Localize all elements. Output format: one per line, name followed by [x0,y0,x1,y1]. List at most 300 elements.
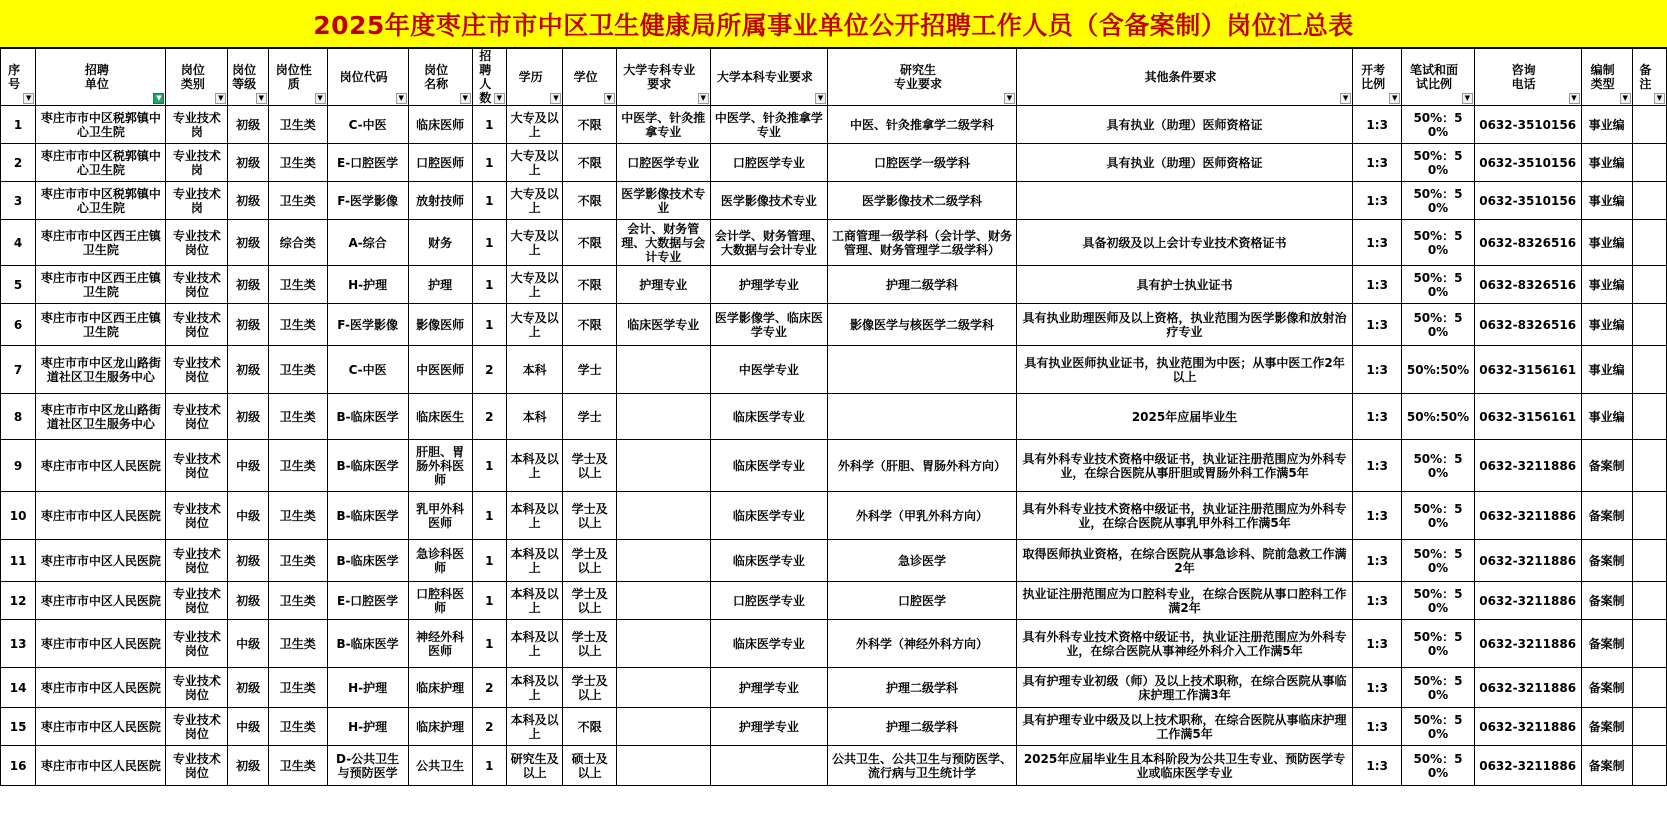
table-cell: 7 [1,346,36,394]
table-cell: 专业技术岗位 [166,266,228,304]
table-cell: 专业技术岗位 [166,346,228,394]
column-header-label: 开考 比例 [1361,63,1386,91]
table-cell: H-护理 [327,708,408,746]
table-cell: 50%：50% [1402,266,1475,304]
table-cell: 0632-3510156 [1474,144,1581,182]
table-cell: 专业技术岗位 [166,540,228,582]
table-cell: 工商管理一级学科（会计学、财务管理、财务管理学二级学科） [828,220,1017,266]
table-cell: 专业技术岗 [166,144,228,182]
table-cell: 16 [1,746,36,786]
table-cell: 枣庄市市中区人民医院 [36,540,166,582]
table-cell: 初级 [228,144,269,182]
table-cell: 临床医学专业 [710,440,827,492]
table-cell: 不限 [563,304,616,346]
column-header-label: 笔试和面 试比例 [1409,63,1458,91]
table-cell: 1:3 [1353,106,1402,144]
table-cell: 1:3 [1353,440,1402,492]
table-cell [1632,540,1666,582]
table-cell: 外科学（肝胆、胃肠外科方向） [828,440,1017,492]
table-cell: 财务 [408,220,472,266]
table-cell: 专业技术岗位 [166,492,228,540]
table-cell: 1:3 [1353,394,1402,440]
filter-dropdown-icon[interactable]: ▼ [460,93,471,104]
column-header-label: 岗位 名称 [424,63,449,91]
table-cell: 1:3 [1353,304,1402,346]
table-cell: 会计、财务管理、大数据与会计专业 [616,220,710,266]
table-cell: 50%：50% [1402,304,1475,346]
column-header-label: 学历 [518,70,543,84]
filter-dropdown-icon[interactable]: ▼ [315,93,326,104]
table-cell: 大专及以上 [506,304,563,346]
table-cell: 1:3 [1353,708,1402,746]
table-cell: 卫生类 [268,582,327,620]
table-cell: 临床医学专业 [710,492,827,540]
table-cell [616,746,710,786]
table-cell: 备案制 [1581,746,1632,786]
table-cell: 1:3 [1353,220,1402,266]
table-cell: 1:3 [1353,182,1402,220]
table-cell: 护理学专业 [710,668,827,708]
table-cell: 硕士及以上 [563,746,616,786]
table-cell: 专业技术岗位 [166,220,228,266]
table-cell: 1 [472,220,506,266]
filter-dropdown-icon[interactable]: ▼ [1340,93,1351,104]
table-cell: 14 [1,668,36,708]
table-cell: 0632-8326516 [1474,266,1581,304]
table-cell: 2 [472,346,506,394]
table-cell: 学士及以上 [563,582,616,620]
table-cell: 卫生类 [268,620,327,668]
header-row [1,49,1667,106]
table-cell: 外科学（神经外科方向） [828,620,1017,668]
filter-dropdown-icon[interactable]: ▼ [1462,93,1473,104]
table-cell: B-临床医学 [327,620,408,668]
table-cell: 枣庄市市中区龙山路街道社区卫生服务中心 [36,346,166,394]
table-cell: 0632-3211886 [1474,668,1581,708]
table-cell: 肝胆、胃肠外科医师 [408,440,472,492]
table-cell: 卫生类 [268,668,327,708]
table-row [1,620,1667,668]
table-cell: 1:3 [1353,746,1402,786]
table-cell: 9 [1,440,36,492]
table-cell: E-口腔医学 [327,582,408,620]
table-cell: 初级 [228,540,269,582]
table-cell: 不限 [563,708,616,746]
table-cell: 口腔医师 [408,144,472,182]
recruitment-table [0,48,1667,786]
table-row [1,394,1667,440]
table-cell: 临床医学专业 [710,540,827,582]
table-cell: 学士 [563,346,616,394]
table-cell: 护理专业 [616,266,710,304]
table-cell: 备案制 [1581,708,1632,746]
table-row [1,220,1667,266]
table-cell: 专业技术岗位 [166,440,228,492]
table-cell: E-口腔医学 [327,144,408,182]
column-header-label: 招聘 人数 [479,49,492,105]
table-cell: 中医学、针灸推拿学专业 [710,106,827,144]
table-cell: 1:3 [1353,266,1402,304]
table-cell: 执业证注册范围应为口腔科专业，在综合医院从事口腔科工作满2年 [1016,582,1352,620]
table-cell: C-中医 [327,106,408,144]
table-cell: 本科 [506,394,563,440]
table-cell: 学士及以上 [563,440,616,492]
table-cell: 初级 [228,394,269,440]
table-cell: 0632-8326516 [1474,304,1581,346]
table-cell: 11 [1,540,36,582]
table-cell: 枣庄市市中区人民医院 [36,668,166,708]
table-cell: 2 [472,708,506,746]
table-cell: D-公共卫生与预防医学 [327,746,408,786]
table-cell: 0632-3211886 [1474,440,1581,492]
table-cell: 临床医师 [408,106,472,144]
table-cell: 口腔医学专业 [616,144,710,182]
table-cell: 本科及以上 [506,492,563,540]
table-cell: 1 [472,304,506,346]
table-cell: 医学影像技术专业 [710,182,827,220]
table-cell: 急诊医学 [828,540,1017,582]
table-cell: 学士及以上 [563,620,616,668]
table-cell: 学士及以上 [563,668,616,708]
table-row [1,144,1667,182]
table-cell: 临床护理 [408,668,472,708]
table-cell [1632,346,1666,394]
column-header-19 [1632,49,1666,106]
table-cell: 临床护理 [408,708,472,746]
table-cell [1632,144,1666,182]
filter-active-icon[interactable]: ▼ [153,93,164,104]
table-cell [1632,304,1666,346]
table-cell: 枣庄市市中区税郭镇中心卫生院 [36,144,166,182]
table-cell: 不限 [563,220,616,266]
table-cell: 2025年应届毕业生 [1016,394,1352,440]
table-cell: 具备初级及以上会计专业技术资格证书 [1016,220,1352,266]
table-cell [1632,582,1666,620]
table-cell: 口腔医学一级学科 [828,144,1017,182]
filter-dropdown-icon[interactable]: ▼ [1004,93,1015,104]
table-cell [616,346,710,394]
column-header-14 [1016,49,1352,106]
table-cell: 专业技术岗位 [166,708,228,746]
table-cell [1632,182,1666,220]
table-cell: 0632-3211886 [1474,620,1581,668]
table-cell: 1 [472,182,506,220]
table-cell: 50%：50% [1402,106,1475,144]
table-cell: 0632-3211886 [1474,708,1581,746]
table-cell: 影像医学与核医学二级学科 [828,304,1017,346]
table-cell [1632,492,1666,540]
table-cell: 50%：50% [1402,492,1475,540]
column-header-5 [268,49,327,106]
column-header-2 [36,49,166,106]
table-cell: 10 [1,492,36,540]
filter-dropdown-icon[interactable]: ▼ [815,93,826,104]
filter-dropdown-icon[interactable]: ▼ [23,93,34,104]
table-cell: 中医学、针灸推拿专业 [616,106,710,144]
table-cell: 会计学、财务管理、大数据与会计专业 [710,220,827,266]
table-cell: 中级 [228,708,269,746]
table-cell: 事业编 [1581,220,1632,266]
table-cell: 枣庄市市中区税郭镇中心卫生院 [36,106,166,144]
table-row [1,304,1667,346]
table-cell: 初级 [228,668,269,708]
table-cell: 1 [1,106,36,144]
table-cell: 不限 [563,106,616,144]
filter-dropdown-icon[interactable]: ▼ [698,93,709,104]
table-cell: 口腔医学专业 [710,144,827,182]
table-cell: 1 [472,620,506,668]
table-cell: 1 [472,106,506,144]
table-cell: 卫生类 [268,708,327,746]
column-header-17 [1474,49,1581,106]
table-cell [1632,746,1666,786]
table-cell: 护理 [408,266,472,304]
table-cell: 枣庄市市中区人民医院 [36,620,166,668]
filter-dropdown-icon[interactable]: ▼ [550,93,561,104]
table-cell: 2 [1,144,36,182]
table-cell: 具有护理专业初级（师）及以上技术职称，在综合医院从事临床护理工作满3年 [1016,668,1352,708]
table-cell: 临床医学专业 [616,304,710,346]
column-header-11 [616,49,710,106]
filter-dropdown-icon[interactable]: ▼ [1654,93,1665,104]
table-row [1,492,1667,540]
table-cell: 备案制 [1581,540,1632,582]
table-cell: 枣庄市市中区人民医院 [36,708,166,746]
table-cell: 15 [1,708,36,746]
table-cell: 13 [1,620,36,668]
table-cell: 初级 [228,106,269,144]
table-cell: B-临床医学 [327,394,408,440]
column-header-label: 大学本科专业要求 [716,70,813,84]
column-header-10 [563,49,616,106]
filter-dropdown-icon[interactable]: ▼ [1620,93,1631,104]
column-header-6 [327,49,408,106]
table-cell: 中级 [228,492,269,540]
table-cell: 初级 [228,266,269,304]
table-cell: 卫生类 [268,106,327,144]
table-cell: 专业技术岗位 [166,304,228,346]
table-cell: 急诊科医师 [408,540,472,582]
table-cell [1632,220,1666,266]
table-cell: 50%：50% [1402,668,1475,708]
table-cell [1632,620,1666,668]
table-cell [710,746,827,786]
column-header-12 [710,49,827,106]
table-cell: 枣庄市市中区人民医院 [36,492,166,540]
table-cell: 具有外科专业技术资格中级证书，执业证注册范围应为外科专业，在综合医院从事乳甲外科工作满5年 [1016,492,1352,540]
table-row [1,440,1667,492]
table-body [1,106,1667,786]
table-cell: 护理二级学科 [828,708,1017,746]
column-header-label: 咨询 电话 [1511,63,1536,91]
table-cell: 初级 [228,582,269,620]
table-cell: 1:3 [1353,492,1402,540]
table-cell: 大专及以上 [506,182,563,220]
table-cell [616,394,710,440]
table-cell: 大专及以上 [506,144,563,182]
table-cell: 学士及以上 [563,540,616,582]
table-cell: 公共卫生、公共卫生与预防医学、流行病与卫生统计学 [828,746,1017,786]
table-cell [616,620,710,668]
table-cell: 事业编 [1581,394,1632,440]
table-cell: 事业编 [1581,144,1632,182]
table-cell: 综合类 [268,220,327,266]
table-cell: 中医学专业 [710,346,827,394]
table-cell: 放射技师 [408,182,472,220]
table-cell: 具有护士执业证书 [1016,266,1352,304]
table-cell: B-临床医学 [327,440,408,492]
column-header-16 [1402,49,1475,106]
column-header-label: 岗位 类别 [180,63,205,91]
column-header-1 [1,49,36,106]
table-cell: 0632-8326516 [1474,220,1581,266]
table-cell: 枣庄市市中区税郭镇中心卫生院 [36,182,166,220]
table-cell: 备案制 [1581,492,1632,540]
table-cell [1632,708,1666,746]
table-cell: 卫生类 [268,746,327,786]
table-cell: 专业技术岗位 [166,668,228,708]
column-header-3 [166,49,228,106]
table-cell [1632,266,1666,304]
table-cell: 卫生类 [268,440,327,492]
column-header-label: 招聘 单位 [84,63,109,91]
table-cell: 临床医学专业 [710,620,827,668]
table-cell: 中医、针灸推拿学二级学科 [828,106,1017,144]
table-cell: 初级 [228,182,269,220]
column-header-9 [506,49,563,106]
table-cell: F-医学影像 [327,304,408,346]
table-cell: 50%：50% [1402,582,1475,620]
filter-dropdown-icon[interactable]: ▼ [256,93,267,104]
table-cell: A-综合 [327,220,408,266]
column-header-15 [1353,49,1402,106]
table-cell [616,492,710,540]
column-header-label: 备注 [1639,63,1652,91]
table-cell: 0632-3156161 [1474,346,1581,394]
table-cell: H-护理 [327,266,408,304]
column-header-label: 岗位性 质 [275,63,312,91]
table-cell: 0632-3211886 [1474,492,1581,540]
table-cell: 神经外科医师 [408,620,472,668]
column-header-label: 学位 [573,70,598,84]
table-row [1,668,1667,708]
table-cell: 卫生类 [268,304,327,346]
table-cell: 1 [472,440,506,492]
table-cell: 备案制 [1581,620,1632,668]
table-cell: 50%：50% [1402,746,1475,786]
page-title: 2025年度枣庄市市中区卫生健康局所属事业单位公开招聘工作人员（含备案制）岗位汇总表 [0,0,1667,48]
table-cell: 1 [472,266,506,304]
table-cell: 医学影像技术二级学科 [828,182,1017,220]
table-cell: 1:3 [1353,540,1402,582]
table-cell: 卫生类 [268,394,327,440]
table-cell [1632,668,1666,708]
table-cell: 护理学专业 [710,708,827,746]
table-cell: 本科及以上 [506,668,563,708]
table-cell: 0632-3211886 [1474,746,1581,786]
table-cell: 大专及以上 [506,266,563,304]
filter-dropdown-icon[interactable]: ▼ [604,93,615,104]
column-header-label: 大学专科专业 要求 [623,63,696,91]
table-cell: 枣庄市市中区人民医院 [36,746,166,786]
table-cell: 1:3 [1353,582,1402,620]
table-cell: 卫生类 [268,182,327,220]
column-header-4 [228,49,269,106]
filter-dropdown-icon[interactable]: ▼ [494,93,505,104]
table-cell: 专业技术岗 [166,182,228,220]
table-cell: 初级 [228,746,269,786]
table-cell [616,582,710,620]
table-cell: 卫生类 [268,346,327,394]
table-cell: 初级 [228,346,269,394]
table-cell: 中医医师 [408,346,472,394]
filter-dropdown-icon[interactable]: ▼ [1389,93,1400,104]
filter-dropdown-icon[interactable]: ▼ [1569,93,1580,104]
table-cell: 备案制 [1581,582,1632,620]
table-cell: 本科及以上 [506,582,563,620]
table-cell: 具有执业医师执业证书，执业范围为中医；从事中医工作2年以上 [1016,346,1352,394]
table-cell: B-临床医学 [327,492,408,540]
table-cell: 医学影像技术专业 [616,182,710,220]
table-cell: 枣庄市市中区人民医院 [36,440,166,492]
table-cell: C-中医 [327,346,408,394]
table-cell: 0632-3510156 [1474,106,1581,144]
table-cell: 枣庄市市中区西王庄镇卫生院 [36,266,166,304]
table-cell: 初级 [228,220,269,266]
table-cell: 卫生类 [268,492,327,540]
table-cell: 1 [472,746,506,786]
table-row [1,540,1667,582]
table-cell: 专业技术岗 [166,106,228,144]
column-header-13 [828,49,1017,106]
table-cell: 本科及以上 [506,540,563,582]
table-cell: 不限 [563,182,616,220]
table-cell: 本科及以上 [506,708,563,746]
table-cell: 具有执业（助理）医师资格证 [1016,144,1352,182]
table-cell: 事业编 [1581,182,1632,220]
table-cell: 0632-3211886 [1474,540,1581,582]
table-cell: 事业编 [1581,266,1632,304]
table-cell [1632,440,1666,492]
table-cell: 50%：50% [1402,540,1475,582]
table-cell: 专业技术岗位 [166,394,228,440]
table-cell: 专业技术岗位 [166,746,228,786]
filter-dropdown-icon[interactable]: ▼ [215,93,226,104]
table-cell: 取得医师执业资格，在综合医院从事急诊科、院前急救工作满2年 [1016,540,1352,582]
table-cell: 50%：50% [1402,620,1475,668]
table-cell [616,540,710,582]
table-cell: 事业编 [1581,304,1632,346]
table-cell: 事业编 [1581,346,1632,394]
table-cell: 1:3 [1353,346,1402,394]
table-cell [616,708,710,746]
filter-dropdown-icon[interactable]: ▼ [396,93,407,104]
table-cell: 大专及以上 [506,220,563,266]
table-cell: 研究生及以上 [506,746,563,786]
table-cell: H-护理 [327,668,408,708]
table-cell: 临床医学专业 [710,394,827,440]
table-cell: 具有外科专业技术资格中级证书，执业证注册范围应为外科专业，在综合医院从事肝胆或胃肠外科工作满5年 [1016,440,1352,492]
table-cell: 医学影像学、临床医学专业 [710,304,827,346]
table-cell: 乳甲外科医师 [408,492,472,540]
table-cell: 专业技术岗位 [166,620,228,668]
table-cell [616,668,710,708]
table-cell: 50%：50% [1402,440,1475,492]
table-cell: 1 [472,582,506,620]
table-cell [828,346,1017,394]
column-header-7 [408,49,472,106]
table-cell: 护理二级学科 [828,668,1017,708]
